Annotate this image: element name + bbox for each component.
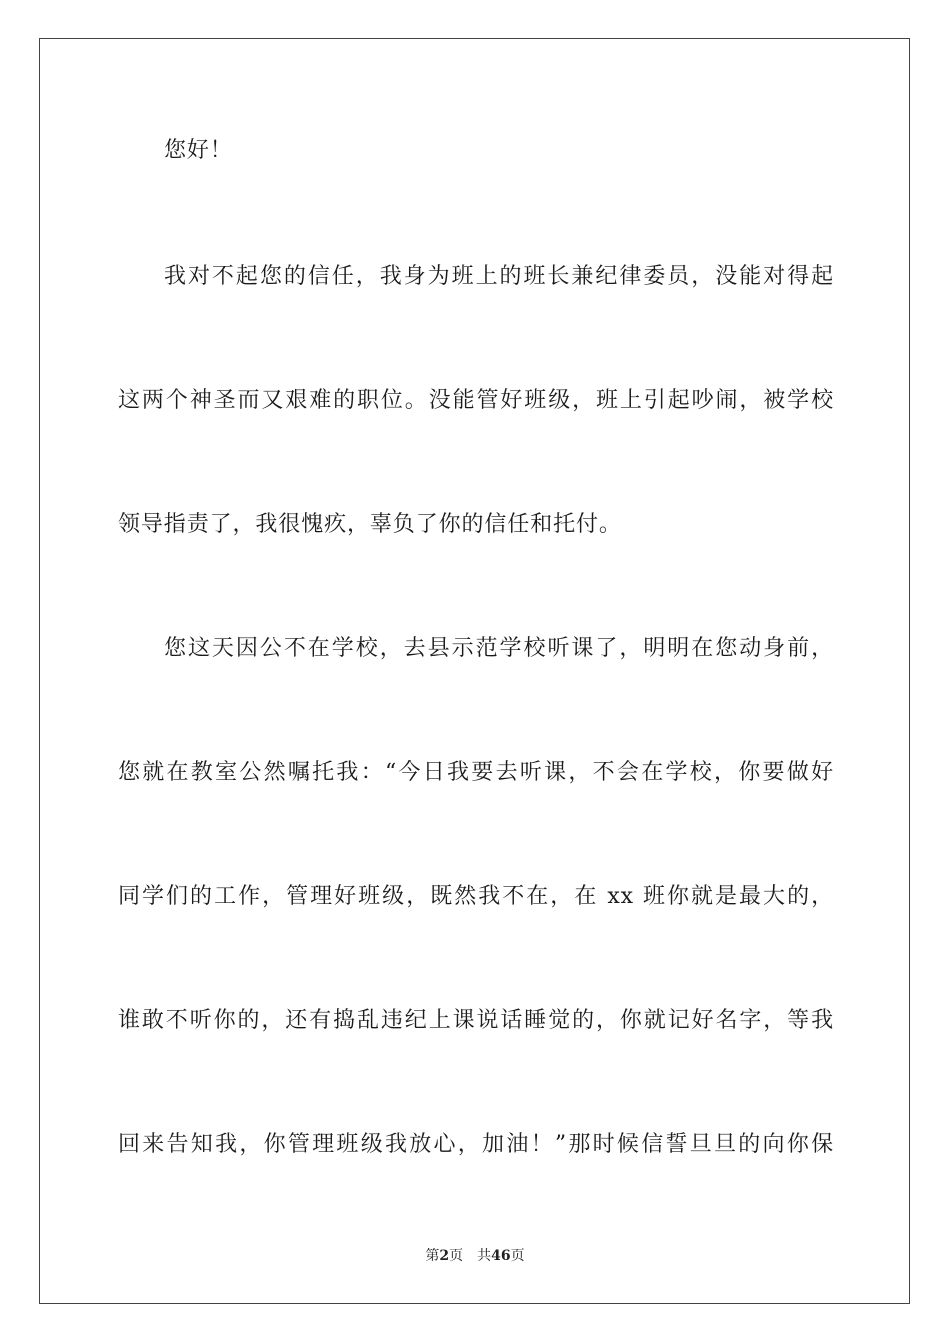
paragraph-line: 这两个神圣而又艰难的职位。没能管好班级，班上引起吵闹，被学校: [118, 388, 834, 413]
page-label-prefix: 第: [425, 1248, 440, 1264]
page-footer: [0, 1247, 950, 1265]
paragraph-line: 谁敢不听你的，还有捣乱违纪上课说话睡觉的，你就记好名字，等我: [118, 1008, 834, 1033]
greeting-line: 您好！: [164, 138, 233, 163]
page-number: 2: [439, 1248, 450, 1264]
page-border: [39, 38, 910, 1304]
paragraph-line: 我对不起您的信任，我身为班上的班长兼纪律委员，没能对得起: [164, 264, 834, 289]
page-label-suffix: 页: [449, 1248, 464, 1264]
total-pages: 46: [491, 1248, 511, 1264]
paragraph-line: 回来告知我，你管理班级我放心，加油！”那时候信誓旦旦的向你保: [118, 1132, 834, 1157]
paragraph-line: 同学们的工作，管理好班级，既然我不在，在 xx 班你就是最大的，: [118, 884, 834, 909]
total-label-suffix: 页: [510, 1248, 525, 1264]
total-label-prefix: 共: [477, 1248, 492, 1264]
paragraph-line: 您这天因公不在学校，去县示范学校听课了，明明在您动身前，: [164, 636, 834, 661]
paragraph-line: 领导指责了，我很愧疚，辜负了你的信任和托付。: [118, 512, 622, 537]
paragraph-line: 您就在教室公然嘱托我：“今日我要去听课，不会在学校，你要做好: [118, 760, 834, 785]
